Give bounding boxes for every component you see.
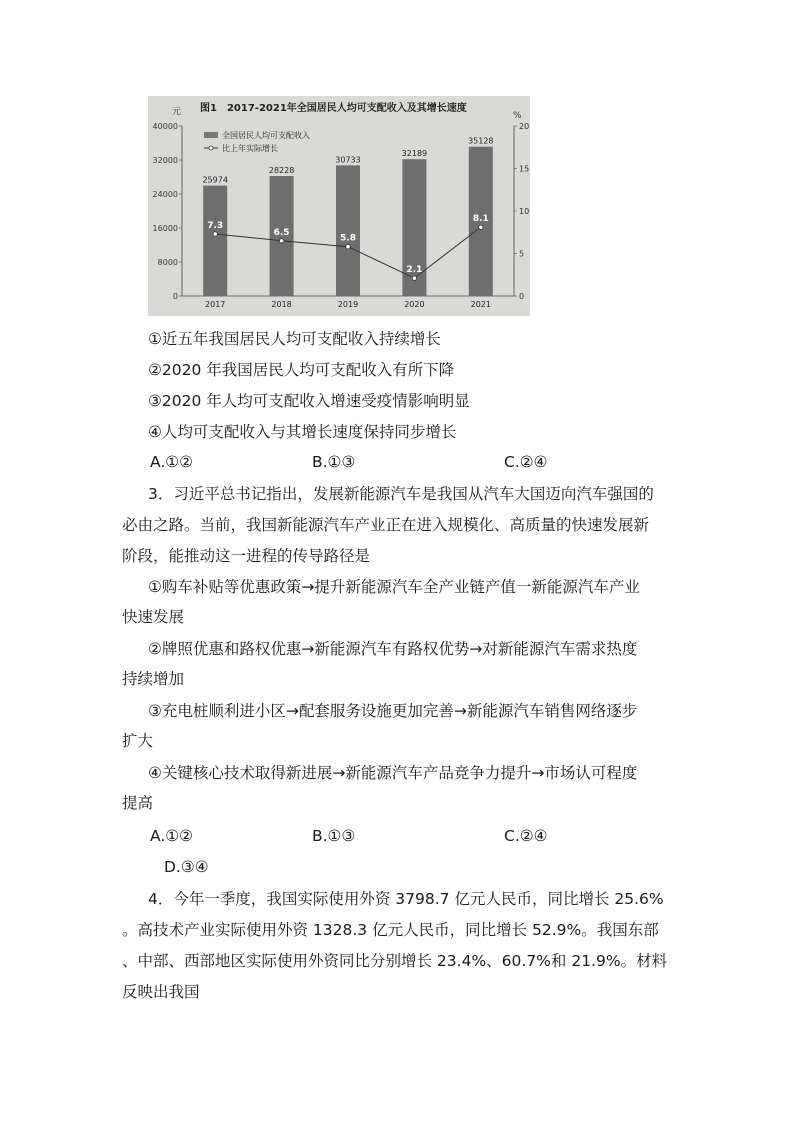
right-tick-label: 15 — [519, 164, 530, 174]
line-point — [479, 225, 483, 229]
bar — [203, 186, 227, 296]
q3-stem-line-1: 3．习近平总书记指出，发展新能源汽车是我国从汽车大国迈向汽车强国的 — [148, 485, 654, 503]
right-axis-unit: % — [513, 111, 522, 121]
q4-stem-line-2: 。高技术产业实际使用外资 1328.3 亿元人民币，同比增长 52.9%。我国东部 — [122, 921, 659, 939]
legend-line-label: 比上年实际增长 — [222, 144, 278, 153]
left-axis-unit: 元 — [172, 107, 182, 117]
legend-bar-label: 全国居民人均可支配收入 — [222, 131, 310, 140]
q4-stem-line-1: 4．今年一季度，我国实际使用外资 3798.7 亿元人民币，同比增长 25.6% — [148, 890, 664, 908]
bar — [336, 165, 360, 296]
line-value-label: 2.1 — [406, 265, 423, 276]
q3-item-1-line-2: 快速发展 — [122, 608, 185, 626]
right-tick-label: 0 — [519, 292, 525, 301]
left-tick-label: 16000 — [152, 224, 178, 233]
q3-item-4-line-1: ④关键核心技术取得新进展→新能源汽车产品竞争力提升→市场认可程度 — [148, 764, 638, 782]
x-tick-label: 2017 — [205, 300, 226, 309]
q4-stem-line-3: 、中部、西部地区实际使用外资同比分别增长 23.4%、60.7%和 21.9%。材料 — [122, 952, 668, 970]
right-tick-label: 5 — [519, 249, 525, 259]
bar-value-label: 25974 — [202, 175, 228, 185]
q3-item-2-line-1: ②牌照优惠和路权优惠→新能源汽车有路权优势→对新能源汽车需求热度 — [148, 640, 638, 658]
legend-bar-swatch — [204, 132, 218, 138]
q3-item-3-line-1: ③充电桩顺利进小区→配套服务设施更加完善→新能源汽车销售网络逐步 — [148, 702, 638, 720]
line-value-label: 8.1 — [472, 214, 489, 225]
left-tick-label: 0 — [172, 292, 178, 301]
q2-item-3: ③2020 年人均可支配收入增速受疫情影响明显 — [148, 392, 470, 410]
line-value-label: 5.8 — [340, 233, 356, 244]
left-tick-label: 8000 — [157, 258, 178, 267]
right-tick-label: 10 — [519, 207, 530, 216]
q2-option-a: A.①② — [150, 453, 194, 471]
q3-item-4-line-2: 提高 — [122, 794, 154, 812]
q3-option-c: C.②④ — [504, 827, 548, 845]
q3-option-b: B.①③ — [312, 827, 356, 845]
right-tick-label: 20 — [519, 122, 530, 131]
legend-line-marker — [209, 146, 213, 150]
x-tick-label: 2020 — [404, 300, 425, 309]
q3-item-2-line-2: 持续增加 — [122, 670, 185, 688]
q3-option-a: A.①② — [150, 827, 194, 845]
chart-title: 图1 2017-2021年全国居民人均可支配收入及其增长速度 — [200, 103, 467, 114]
q3-item-1-line-1: ①购车补贴等优惠政策→提升新能源汽车全产业链产值一新能源汽车产业 — [148, 578, 640, 596]
left-tick-label: 24000 — [152, 190, 178, 199]
q2-option-b: B.①③ — [312, 453, 356, 471]
x-tick-label: 2018 — [271, 300, 292, 309]
line-point — [346, 245, 350, 249]
left-tick-label: 40000 — [152, 122, 178, 131]
line-value-label: 6.5 — [273, 227, 290, 238]
q4-stem-line-4: 反映出我国 — [122, 983, 200, 1001]
x-tick-label: 2021 — [470, 300, 491, 309]
income-chart — [148, 96, 530, 316]
q2-item-4: ④人均可支配收入与其增长速度保持同步增长 — [148, 423, 457, 441]
q3-item-3-line-2: 扩大 — [122, 732, 154, 750]
q3-stem-line-3: 阶段，能推动这一进程的传导路径是 — [122, 547, 371, 565]
q2-option-c: C.②④ — [504, 453, 548, 471]
q3-option-d: D.③④ — [164, 858, 209, 876]
bar-value-label: 32189 — [401, 149, 428, 159]
bar — [402, 159, 426, 296]
bar-value-label: 28228 — [268, 166, 295, 176]
bar-value-label: 35128 — [468, 136, 494, 146]
chart-svg — [148, 96, 530, 316]
q2-item-1: ①近五年我国居民人均可支配收入持续增长 — [148, 330, 441, 348]
line-value-label: 7.3 — [207, 220, 224, 231]
left-tick-label: 32000 — [152, 156, 178, 165]
line-point — [279, 239, 283, 243]
q2-item-2: ②2020 年我国居民人均可支配收入有所下降 — [148, 361, 455, 379]
line-point — [412, 276, 416, 280]
line-point — [213, 232, 217, 236]
x-tick-label: 2019 — [337, 300, 359, 309]
q3-stem-line-2: 必由之路。当前，我国新能源汽车产业正在进入规模化、高质量的快速发展新 — [122, 516, 650, 534]
bar-value-label: 30733 — [335, 155, 361, 165]
